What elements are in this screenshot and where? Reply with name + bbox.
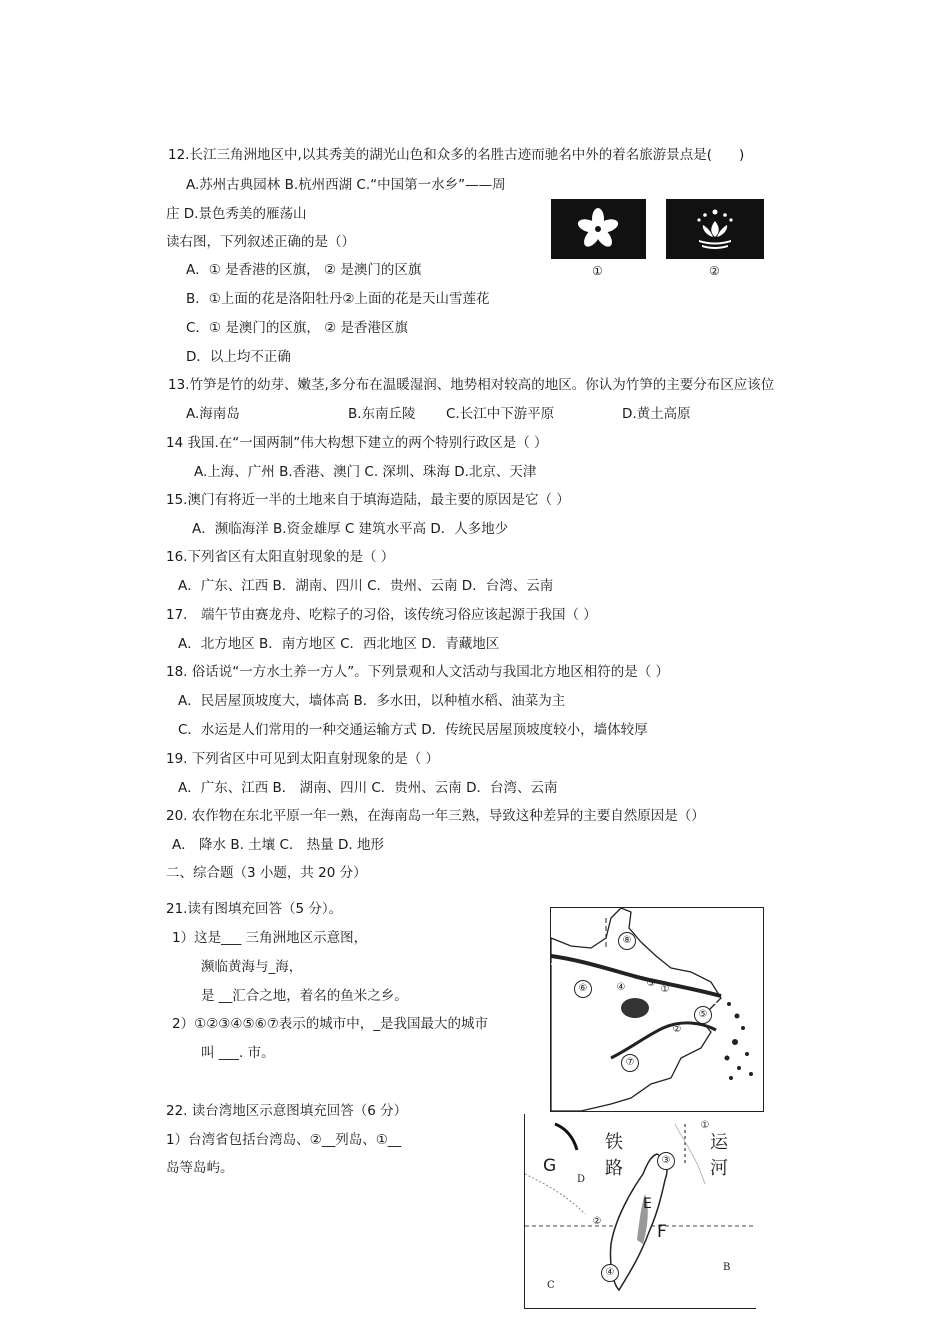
q18-stem: 18. 俗话说“一方水土养一方人”。下列景观和人文活动与我国北方地区相符的是（ ） bbox=[166, 664, 670, 680]
flag-label-2: ② bbox=[709, 264, 720, 278]
q14-stem: 14 我国.在“一国两制”伟大构想下建立的两个特别行政区是（ ） bbox=[166, 435, 548, 451]
map21-label-5: ⑤ bbox=[694, 1006, 712, 1024]
map21-label-1: ① bbox=[660, 984, 670, 995]
q22-stem: 22. 读台湾地区示意图填充回答（6 分） bbox=[166, 1103, 408, 1119]
q15-options: A．濒临海洋 B.资金雄厚 C 建筑水平高 D．人多地少 bbox=[192, 521, 509, 537]
map22-label-e: E bbox=[643, 1196, 652, 1212]
q13-option-c: C.长江中下游平原 bbox=[446, 406, 555, 422]
map22-label-yun: 运 bbox=[710, 1132, 728, 1153]
q12-options-line2: 庄 D.景色秀美的雁荡山 bbox=[166, 206, 307, 222]
yangtze-delta-map bbox=[550, 907, 764, 1112]
q18-options-line1: A．民居屋顶坡度大，墙体高 B．多水田，以种植水稻、油菜为主 bbox=[178, 693, 566, 709]
section-2-heading: 二、综合题（3 小题，共 20 分） bbox=[166, 865, 367, 881]
q13-option-a: A.海南岛 bbox=[186, 406, 240, 422]
q21-line5: 叫 ___. 市。 bbox=[201, 1045, 275, 1061]
map21-label-3: ③ bbox=[646, 978, 656, 989]
flag-option-b: B．①上面的花是洛阳牡丹②上面的花是天山雪莲花 bbox=[186, 291, 490, 307]
q14-options: A.上海、广州 B.香港、澳门 C. 深圳、珠海 D.北京、天津 bbox=[194, 464, 537, 480]
map22-label-1: ① bbox=[700, 1120, 710, 1131]
map22-label-g: G bbox=[543, 1156, 557, 1176]
map21-label-8: ⑧ bbox=[618, 932, 636, 950]
map21-label-2: ② bbox=[672, 1024, 682, 1035]
q18-options-line2: C．水运是人们常用的一种交通运输方式 D．传统民居屋顶坡度较小，墙体较厚 bbox=[178, 722, 648, 738]
q16-options: A．广东、江西 B．湖南、四川 C．贵州、云南 D．台湾、云南 bbox=[178, 578, 554, 594]
map22-label-4: ④ bbox=[601, 1264, 619, 1282]
flag-question-stem: 读右图，下列叙述正确的是（） bbox=[166, 234, 355, 250]
q19-options: A．广东、江西 B． 湖南、四川 C．贵州、云南 D．台湾、云南 bbox=[178, 780, 558, 796]
map22-label-lu: 路 bbox=[605, 1158, 623, 1179]
flag-label-1: ① bbox=[592, 264, 603, 278]
q22-line1: 1）台湾省包括台湾岛、②__列岛、①__ bbox=[166, 1132, 402, 1148]
q17-stem: 17． 端午节由赛龙舟、吃粽子的习俗，该传统习俗应该起源于我国（ ） bbox=[166, 607, 597, 623]
q16-stem: 16.下列省区有太阳直射现象的是（ ） bbox=[166, 549, 395, 565]
map22-label-tie: 铁 bbox=[605, 1132, 623, 1153]
q21-stem: 21.读有图填充回答（5 分）。 bbox=[166, 901, 343, 917]
flag-option-c: C．① 是澳门的区旗， ② 是香港区旗 bbox=[186, 320, 409, 336]
hong-kong-flag-image bbox=[551, 199, 646, 259]
q21-line2: 濒临黄海与_海， bbox=[201, 959, 303, 975]
q12-stem: 12.长江三角洲地区中,以其秀美的湖光山色和众多的名胜古迹而驰名中外的着名旅游景点是( ) bbox=[168, 147, 745, 163]
map22-label-d: D bbox=[577, 1174, 586, 1185]
q21-line4: 2）①②③④⑤⑥⑦表示的城市中，_是我国最大的城市 bbox=[172, 1016, 489, 1032]
flag-option-a: A．① 是香港的区旗， ② 是澳门的区旗 bbox=[186, 262, 422, 278]
q22-line2: 岛等岛屿。 bbox=[166, 1160, 234, 1176]
q19-stem: 19. 下列省区中可见到太阳直射现象的是（ ） bbox=[166, 751, 440, 767]
q21-line1: 1）这是___ 三角洲地区示意图， bbox=[172, 930, 368, 946]
map22-label-2: ② bbox=[592, 1216, 602, 1227]
map22-label-he: 河 bbox=[710, 1158, 728, 1179]
map21-label-4: ④ bbox=[616, 982, 626, 993]
q15-stem: 15.澳门有将近一半的土地来自于填海造陆，最主要的原因是它（ ） bbox=[166, 492, 570, 508]
q17-options: A．北方地区 B．南方地区 C．西北地区 D．青藏地区 bbox=[178, 636, 500, 652]
flag-option-d: D．以上均不正确 bbox=[186, 349, 291, 365]
q13-stem: 13.竹笋是竹的幼芽、嫩茎,多分布在温暖湿润、地势相对较高的地区。你认为竹笋的主要分布区应该位 bbox=[168, 377, 775, 393]
map22-label-f: F bbox=[657, 1222, 667, 1242]
q21-line3: 是 __汇合之地，着名的鱼米之乡。 bbox=[201, 988, 408, 1004]
map21-label-7: ⑦ bbox=[621, 1054, 639, 1072]
macau-flag-image bbox=[666, 199, 764, 259]
taiwan-map bbox=[524, 1114, 756, 1309]
q20-options: A． 降水 B. 土壤 C． 热量 D. 地形 bbox=[172, 837, 384, 853]
map21-label-6: ⑥ bbox=[574, 980, 592, 998]
map22-label-3: ③ bbox=[657, 1152, 675, 1170]
q13-option-d: D.黄土高原 bbox=[622, 406, 691, 422]
q20-stem: 20. 农作物在东北平原一年一熟，在海南岛一年三熟，导致这种差异的主要自然原因是（） bbox=[166, 808, 705, 824]
q12-options-line1: A.苏州古典园林 B.杭州西湖 C.“中国第一水乡”——周 bbox=[186, 177, 506, 193]
map22-label-c: C bbox=[547, 1280, 555, 1291]
q13-option-b: B.东南丘陵 bbox=[348, 406, 416, 422]
map22-label-b: B bbox=[723, 1262, 731, 1273]
